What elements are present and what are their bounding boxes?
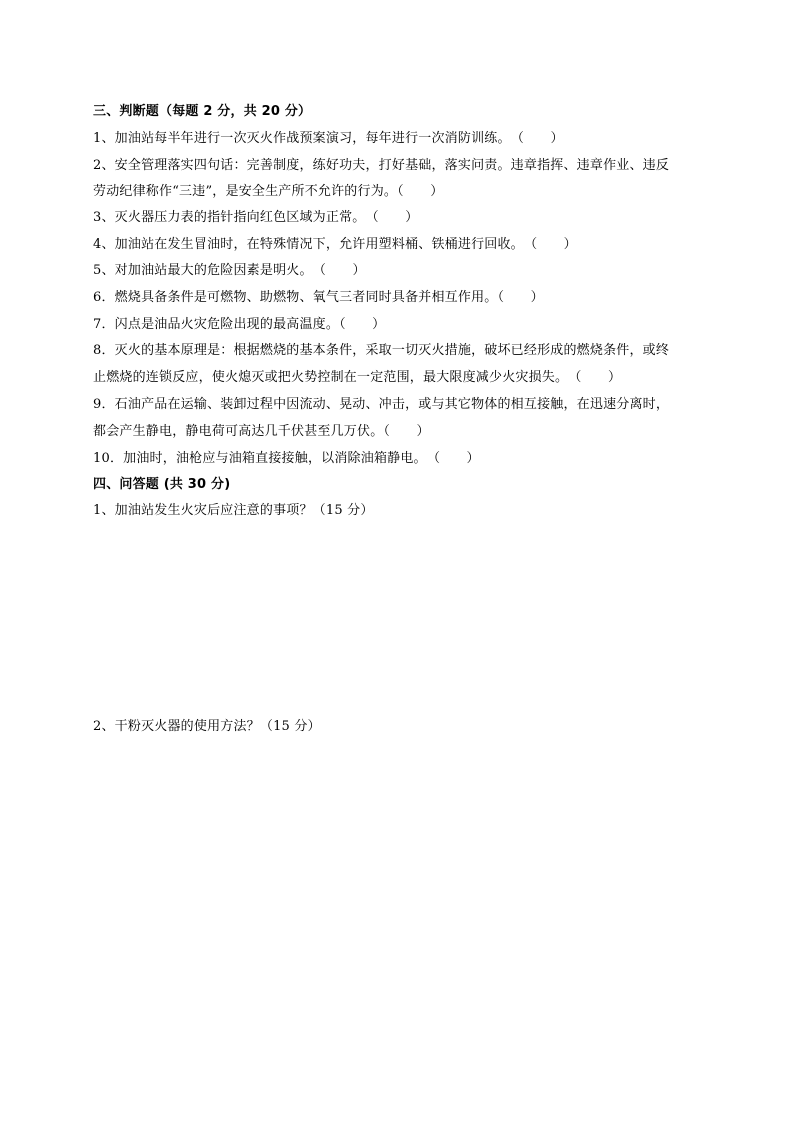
true-false-item-2-cont: 劳动纪律称作“三违”，是安全生产所不允许的行为。（ ） bbox=[93, 184, 444, 199]
section-3-heading: 三、判断题（每题 2 分，共 20 分） bbox=[93, 104, 312, 119]
true-false-item-5: 5、对加油站最大的危险因素是明火。 （ ） bbox=[93, 263, 366, 278]
question-1: 1、加油站发生火灾后应注意的事项？（15 分） bbox=[93, 503, 374, 518]
true-false-item-9-cont: 都会产生静电，静电荷可高达几千伏甚至几万伏。（ ） bbox=[93, 424, 430, 439]
true-false-item-7: 7．闪点是油品火灾危险出现的最高温度。（ ） bbox=[93, 317, 386, 332]
question-2: 2、干粉灭火器的使用方法？（15 分） bbox=[93, 719, 321, 734]
true-false-item-9: 9．石油产品在运输、装卸过程中因流动、晃动、冲击，或与其它物体的相互接触，在迅速分离时， bbox=[93, 397, 670, 412]
true-false-item-8: 8．灭火的基本原理是：根据燃烧的基本条件，采取一切灭火措施，破坏已经形成的燃烧条件，或终 bbox=[93, 343, 670, 358]
section-4-heading: 四、问答题 (共 30 分) bbox=[93, 477, 231, 492]
true-false-item-4: 4、加油站在发生冒油时，在特殊情况下，允许用塑料桶、铁桶进行回收。 （ ） bbox=[93, 237, 577, 252]
true-false-item-1: 1、加油站每半年进行一次灭火作战预案演习，每年进行一次消防训练。 （ ） bbox=[93, 131, 564, 146]
true-false-item-6: 6．燃烧具备条件是可燃物、助燃物、氧气三者同时具备并相互作用。（ ） bbox=[93, 290, 544, 305]
true-false-item-2: 2、安全管理落实四句话：完善制度，练好功夫，打好基础，落实问责。违章指挥、违章作业、违反 bbox=[93, 158, 670, 173]
true-false-item-8-cont: 止燃烧的连锁反应，使火熄灭或把火势控制在一定范围，最大限度减少火灾损失。 （ ） bbox=[93, 370, 622, 385]
true-false-item-3: 3、灭火器压力表的指针指向红色区域为正常。 （ ） bbox=[93, 210, 419, 225]
true-false-item-10: 10．加油时，油枪应与油箱直接接触，以消除油箱静电。 （ ） bbox=[93, 451, 480, 466]
